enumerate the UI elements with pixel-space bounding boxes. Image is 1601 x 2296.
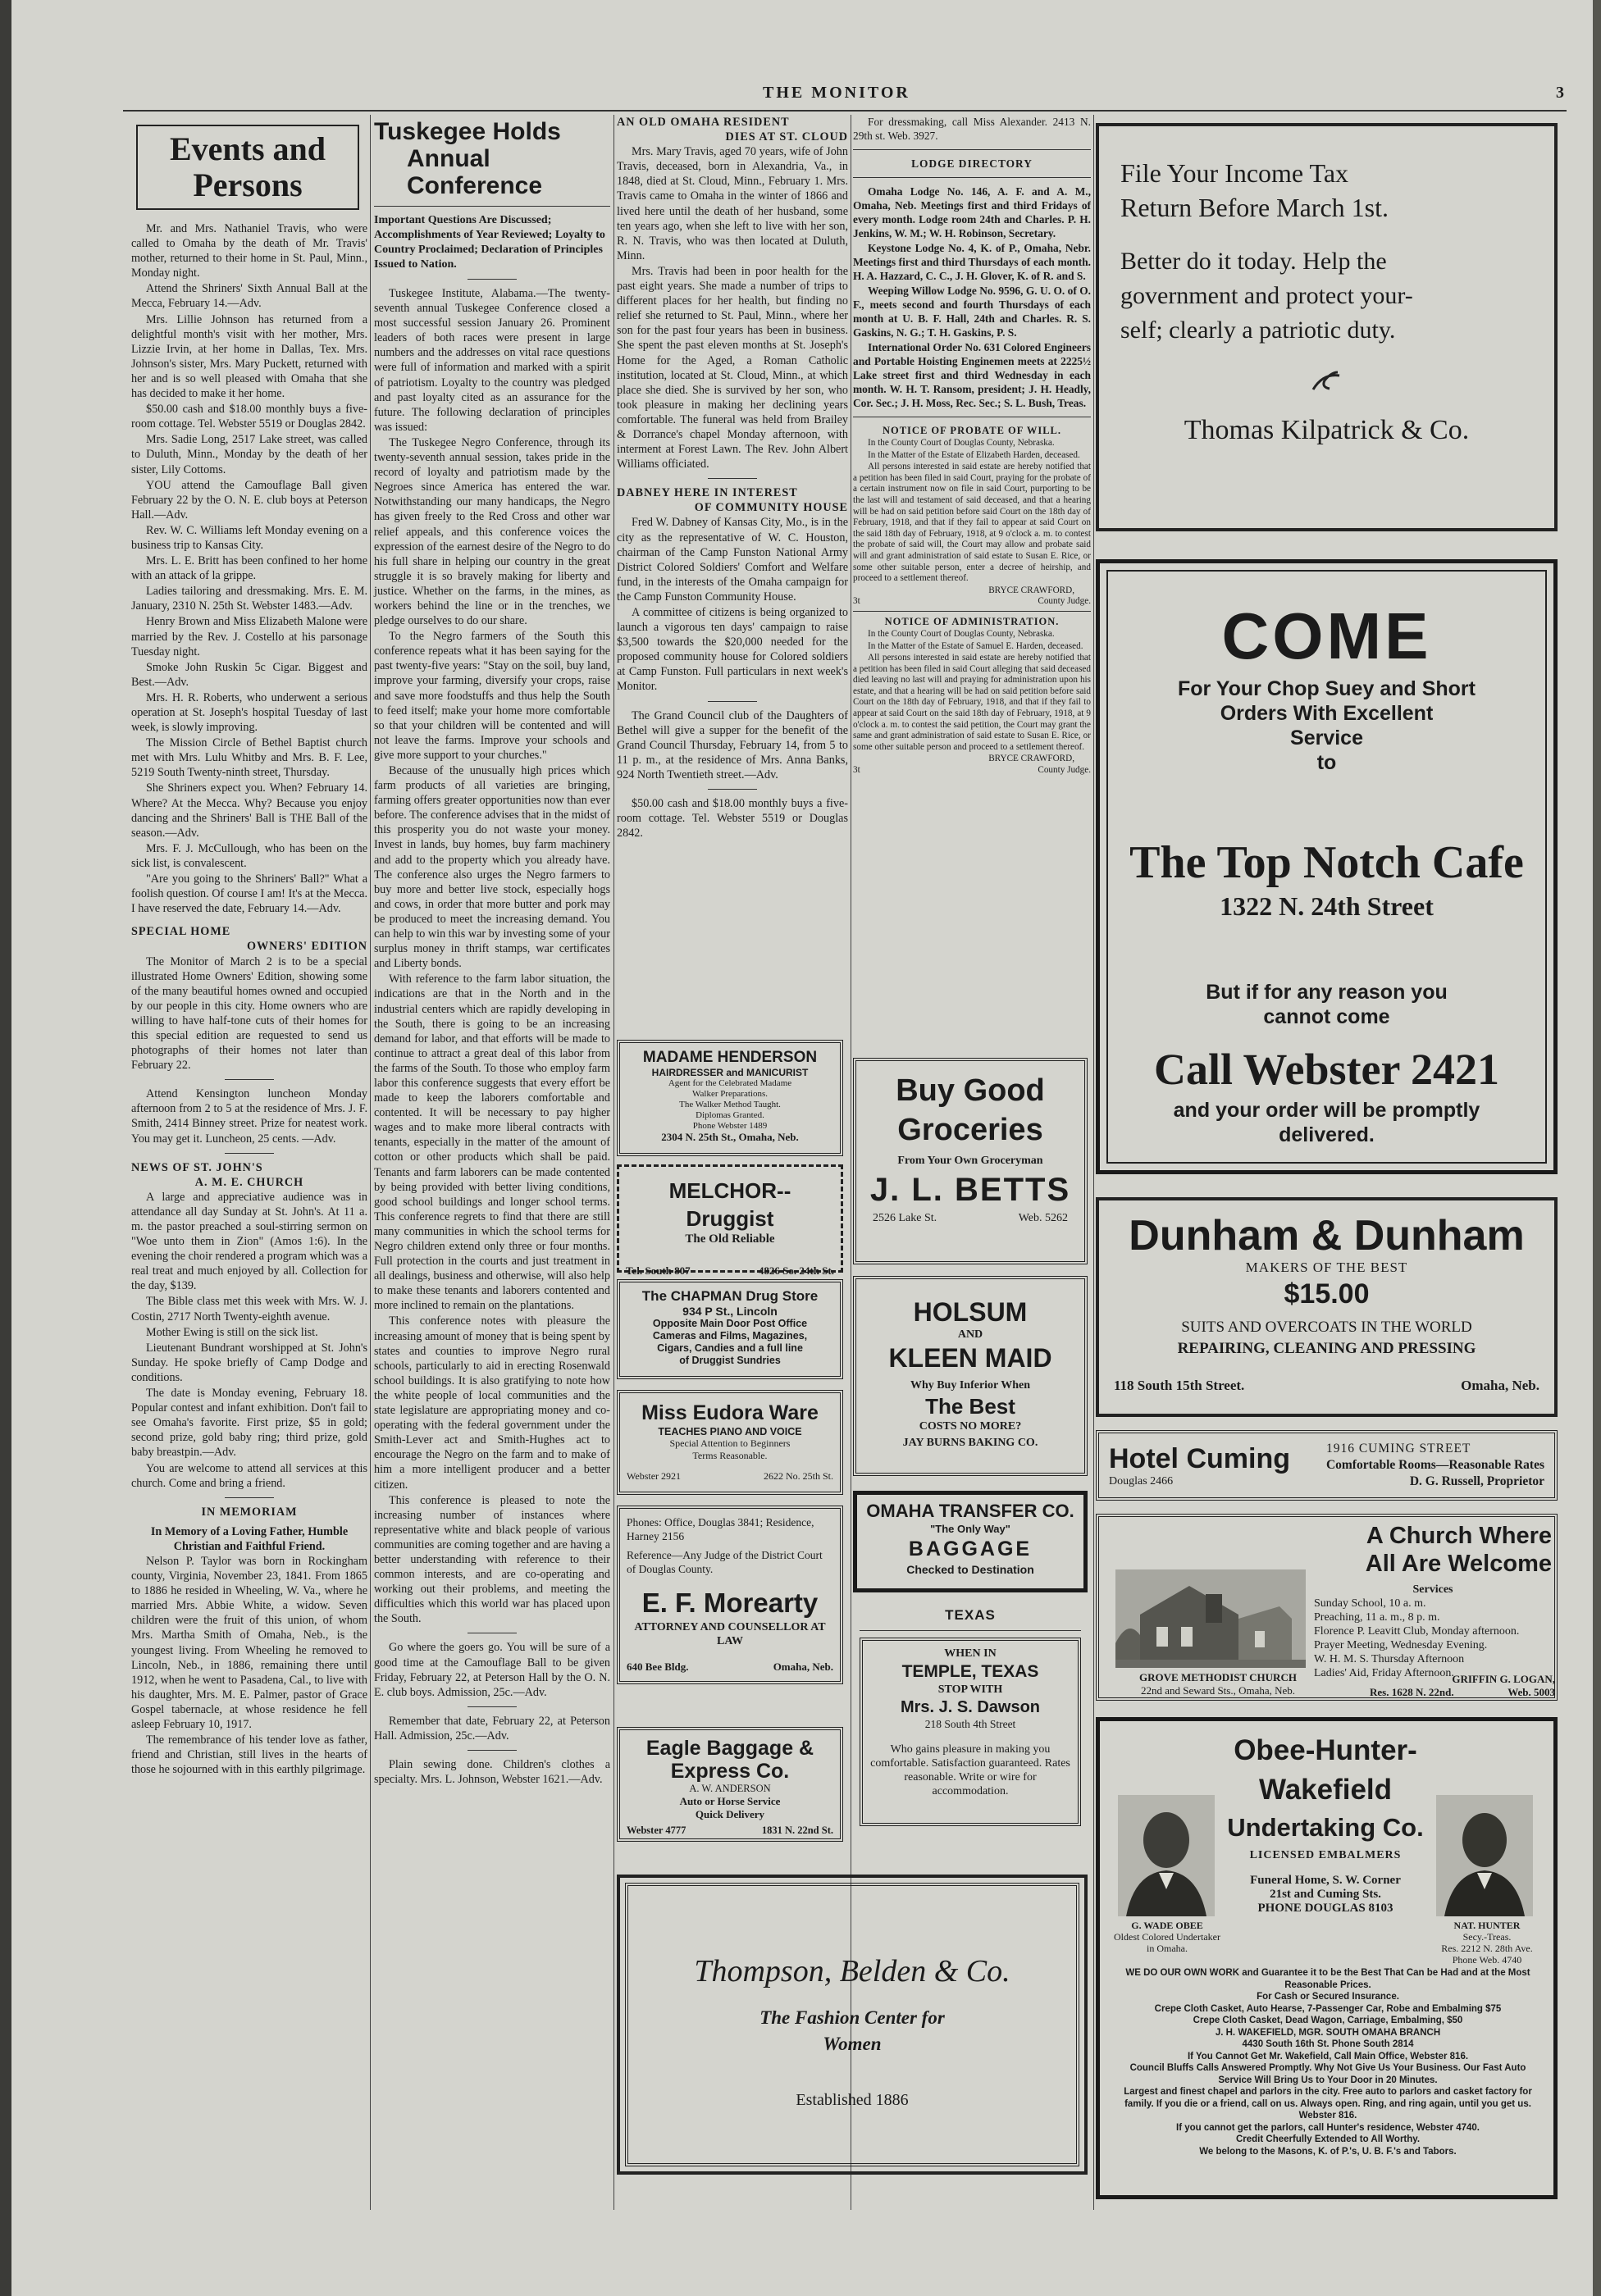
ad-line: Diplomas Granted. <box>696 1110 764 1120</box>
column-rule <box>613 115 614 2210</box>
ad-title: A Church Where <box>1366 1523 1552 1549</box>
ad-line: SUITS AND OVERCOATS IN THE WORLD <box>1181 1319 1472 1336</box>
ad-heading: TEXAS <box>945 1607 996 1623</box>
paragraph: "Are you going to the Shriners' Ball?" What a foolish question. Of course I am! It's at the Mecca. I have reserved the date, February 14.—Adv. <box>131 872 367 916</box>
ad-line: Opposite Main Door Post Office <box>652 1318 808 1329</box>
ad-city: Omaha, Neb. <box>773 1660 833 1673</box>
paragraph: This conference notes with pleasure the increasing amount of money that is being spent by states and counties to improve Negro rural schools, particularly to aid in erecting Rosenwald school buildings. It is also gratifying to note how the white people of local communities and the state legislature are appropriating money and co-operating with the federal government under the Smith-Lever act and Smith-Hughes act to encourage the Negro on the farm and to make of him a more intelligent producer and a better citizen. <box>374 1314 610 1492</box>
ad-address: 1322 N. 24th Street <box>1220 891 1434 921</box>
paragraph: Mrs. Lillie Johnson has returned from a delightful month's visit with her mother, Mrs. Lizzie Irvin, at her home in Dallas, Tex. Mrs. Johnson's sister, Mrs. Mary Puckett, returned with her and is so well pleased with Omaha that she has decided to make it her home. <box>131 312 367 401</box>
signature: BRYCE CRAWFORD, <box>988 585 1074 595</box>
portrait-obee <box>1118 1795 1215 1916</box>
ad-title: Miss Eudora Ware <box>641 1401 819 1424</box>
ad-line: Better do it today. Help the <box>1120 248 1387 275</box>
ad-company: JAY BURNS BAKING CO. <box>902 1437 1038 1449</box>
ad-title: TEMPLE, TEXAS <box>901 1662 1039 1681</box>
ad-line: But if for any reason you <box>1206 981 1448 1004</box>
divider <box>225 1153 274 1154</box>
paragraph: The Tuskegee Negro Conference, through its twenty-seventh annual session, takes pride in the record of loyalty and patriotism made by the Negroes since America has entered the war. Notwithstanding our many handicaps, the Negro has given freely to the Red Cross and other war relief appeals, and this conference voices the expression of the earnest desire of the Negro to do his full share in helping our country in the great struggle it is so bravely making for liberty and justice. Whether on the farms, in the mines, as workers behind the line or in the trenches, we pledge ourselves to do our share. <box>374 435 610 628</box>
heading-line: Tuskegee Holds <box>374 118 561 145</box>
paragraph: To the Negro farmers of the South this conference repeats what it has been saying for the past twenty-five years: "Stay on the soil, buy land, improve your farming, diversify your crops, raise and save more foodstuffs and thus help the South to feed itself; make your home more comfortable so that your children will be contented and will not leave the farms. Improve your schools and give more support to your churches." <box>374 630 610 762</box>
ad-subtitle: TEACHES PIANO AND VOICE <box>658 1426 802 1437</box>
ad-line: and your order will be promptly <box>1173 1099 1480 1122</box>
deck: Important Questions Are Discussed; Accomplishments of Year Reviewed; Loyalty to Country Proclaimed; Declaration of Principles Issued to Nation. <box>374 214 605 271</box>
ad-subtitle: The Old Reliable <box>685 1232 775 1246</box>
ad-omaha-transfer <box>853 1491 1088 1592</box>
ad-line: Walker Preparations. <box>692 1089 768 1099</box>
ad-line: Checked to Destination <box>906 1563 1034 1576</box>
ad-line: of Druggist Sundries <box>679 1355 781 1366</box>
ad-line: Reference—Any Judge of the District Court of Douglas County. <box>627 1549 823 1575</box>
ad-body: If you cannot get the parlors, call Hunter's residence, Webster 4740. <box>1176 2122 1480 2133</box>
ad-residence: Res. 2212 N. 28th Ave. <box>1441 1943 1533 1954</box>
signature-title: County Judge. <box>1038 765 1091 776</box>
divider <box>853 611 1091 612</box>
subhead: LODGE DIRECTORY <box>911 157 1033 170</box>
ad-body: We belong to the Masons, K. of P.'s, U. B. F.'s and Tabors. <box>1199 2146 1457 2157</box>
divider <box>225 1497 274 1498</box>
ad-line: STOP WITH <box>937 1683 1003 1696</box>
ad-pastor: GRIFFIN G. LOGAN, <box>1452 1673 1555 1685</box>
paragraph: The Monitor of March 2 is to be a special illustrated Home Owners' Edition, showing some of the many beautiful homes owned and occupied by our people in this city. Home owners who are willing to have half-tone cuts of their homes for this special edition are requested to send us photographs of their homes not later than February 22. <box>131 954 367 1073</box>
ad-phone: Web. 5003 <box>1507 1686 1555 1698</box>
divider <box>468 1706 517 1707</box>
ad-services-head: Services <box>1412 1583 1453 1596</box>
paragraph: In the County Court of Douglas County, Nebraska. <box>868 438 1055 448</box>
ad-name: Mrs. J. S. Dawson <box>900 1698 1041 1716</box>
divider <box>468 279 517 280</box>
paragraph: All persons interested in said estate are hereby notified that a petition has been filed in said Court, praying for the probate of a certain instrument now on file in said Court, purporting to be the last will and testament of said deceased, and that a hearing will be had on said petition before said Court on the 18th day of February, 1918, and that if they fail to appear at said Court on the said 18th day of February, 1918, at 9 o'clock a. m. to contest the probate of said will, the Court may allow and probate said will and grant administration of said estate to Susan E. Rice, or some other suitable person, enter a decree of heirship, and proceed to a settlement thereof. <box>853 462 1091 584</box>
ad-tagline: "The Only Way" <box>930 1523 1010 1535</box>
tuskegee-heading <box>374 118 610 199</box>
ad-person: G. WADE OBEE <box>1131 1920 1203 1931</box>
ad-texas-dawson <box>853 1604 1088 1847</box>
legal-notice <box>853 438 1091 608</box>
ad-title-2: KLEEN MAID <box>888 1343 1052 1373</box>
ad-address: 4826 So. 24th St. <box>758 1264 834 1277</box>
ad-title: The Top Notch Cafe <box>1129 837 1524 888</box>
events-heading: Events and <box>169 130 326 167</box>
ad-title: OMAHA TRANSFER CO. <box>866 1501 1074 1521</box>
ad-hotel-cuming <box>1096 1430 1558 1501</box>
ad-price: $15.00 <box>1284 1278 1370 1310</box>
subhead: NEWS OF ST. JOHN'S <box>131 1160 263 1174</box>
ad-title: Obee-Hunter- <box>1234 1734 1417 1766</box>
ad-address: 2526 Lake St. <box>873 1212 937 1224</box>
ad-name: J. L. BETTS <box>869 1172 1071 1208</box>
ad-line: The Fashion Center for <box>759 2007 945 2028</box>
service-item: Florence P. Leavitt Club, Monday afternoon. <box>1314 1625 1520 1638</box>
ad-holsum-bread <box>853 1276 1088 1476</box>
ad-line: For Your Chop Suey and Short <box>1178 677 1476 700</box>
ad-phone: PHONE DOUGLAS 8103 <box>1257 1902 1393 1915</box>
ad-line: Service <box>1290 727 1363 749</box>
ad-line: cannot come <box>1263 1005 1390 1028</box>
ad-title-2: Return Before March 1st. <box>1120 193 1389 222</box>
ad-subtitle: HAIRDRESSER and MANICURIST <box>651 1067 809 1078</box>
ad-residence: Res. 1628 N. 22nd. <box>1370 1686 1454 1698</box>
church-photo <box>1115 1569 1306 1668</box>
ad-title: E. F. Morearty <box>641 1588 819 1618</box>
divider <box>708 701 757 702</box>
paragraph: Go where the goers go. You will be sure of a good time at the Camouflage Ball to be given Friday, February 22, at Peterson Hall by the O. N. E. club boys. Admission, 25c.—Adv. <box>374 1641 610 1699</box>
ad-title: Buy Good <box>896 1073 1045 1108</box>
ad-body: Crepe Cloth Casket, Auto Hearse, 7-Passenger Car, Robe and Embalming $75 <box>1154 2003 1502 2014</box>
paragraph: Mrs. F. J. McCullough, who has been on the sick list, is convalescent. <box>131 841 367 870</box>
ad-madame-henderson <box>617 1040 843 1156</box>
ad-title: File Your Income Tax <box>1120 158 1349 188</box>
subhead: DIES AT ST. CLOUD <box>725 130 848 144</box>
ad-phone: Webster 4777 <box>627 1824 686 1836</box>
paragraph: All persons interested in said estate are hereby notified that a petition has been filed in said Court alleging that said deceased died leaving no last will and praying for administration upon his estate, and that a hearing will be had on said petition before said Court on the 18th day of February, 1918, and that if they fail to appear at said Court on the said 18th day of February, 1918, at 9 o'clock a. m. to contest the said petition, the Court may grant the same and grant administration of said estate to Susan E. Rice, or some other suitable person and proceed to a settlement thereof. <box>853 653 1091 752</box>
ad-address: 2304 N. 25th St., Omaha, Neb. <box>661 1131 799 1143</box>
ad-title: HOLSUM <box>913 1297 1028 1327</box>
paragraph: Fred W. Dabney of Kansas City, Mo., is in the city as the representative of W. C. Houston, chairman of the Camp Funston National Army District Colored Soldiers' Comfort and Welfare fund, in the interests of the Omaha campaign for the Camp Funston Community House. <box>617 516 848 604</box>
ad-melchor <box>617 1164 843 1277</box>
service-item: Sunday School, 10 a. m. <box>1314 1597 1426 1610</box>
ad-body: Council Bluffs Calls Answered Promptly. Why Not Give Us Your Business. Our Fast Auto Service Will Bring Us to Your Door in 20 Minutes. <box>1129 2063 1526 2085</box>
ad-address: 22nd and Seward Sts., Omaha, Neb. <box>1140 1684 1296 1697</box>
ad-title: Dunham & Dunham <box>1129 1212 1525 1260</box>
ad-phone: Phone Webster 1489 <box>692 1121 768 1131</box>
events-heading-2: Persons <box>193 166 303 203</box>
ad-body: Credit Cheerfully Extended to All Worthy. <box>1235 2134 1421 2144</box>
paragraph: She Shriners expect you. When? February 14. Where? At the Mecca. Why? Because you enjoy dancing and the Shriners' Ball is THE Ball of the season.—Adv. <box>131 781 367 840</box>
ad-address: 934 P St., Lincoln <box>682 1305 778 1318</box>
signature: BRYCE CRAWFORD, <box>988 754 1074 764</box>
ad-title: Thompson, Belden & Co. <box>694 1954 1010 1988</box>
ad-top-notch-cafe <box>1096 559 1558 1174</box>
subhead: AN OLD OMAHA RESIDENT <box>617 116 790 129</box>
paragraph: Nelson P. Taylor was born in Rockingham county, Virginia, November 23, 1841. From 1865 to 1886 he resided in Wheeling, W. Va., where he married Mrs. Abbie White, a widow. Seven children were the fruit of this union, of whom Mrs. Martha Smith of Omaha, Neb., is the youngest living. From Wheeling he removed to Lincoln, Neb., in 1886, remaining there until 1912, when he went to Pasadena, Cal., to live with his daughter, Mrs. M. E. Palmer, pastor of Grace Gospel tabernacle, at whose residence he fell asleep February 10, 1917. <box>131 1554 367 1731</box>
paragraph: Remember that date, February 22, at Peterson Hall. Admission, 25c.—Adv. <box>374 1714 610 1742</box>
subhead: NOTICE OF ADMINISTRATION. <box>884 615 1060 627</box>
ad-grove-methodist <box>1096 1514 1558 1701</box>
lodge-entry: Omaha Lodge No. 146, A. F. and A. M., Omaha, Neb. Meetings first and third Fridays of every month. Lodge room 24th and Charles. P. H. Jenkins, W. M.; W. H. Robinson, Secretary. <box>853 185 1091 239</box>
paragraph: Henry Brown and Miss Elizabeth Malone were married by the Rev. J. Costello at his parsonage Tuesday night. <box>131 615 367 658</box>
legal-notice <box>853 629 1091 777</box>
page-edge-left <box>0 0 11 2296</box>
ad-line: Agent for the Celebrated Madame <box>668 1078 792 1088</box>
ad-line: Comfortable Rooms—Reasonable Rates <box>1325 1458 1544 1472</box>
column-tuskegee <box>374 115 610 1788</box>
subhead: NOTICE OF PROBATE OF WILL. <box>882 425 1062 436</box>
portrait-hunter <box>1436 1795 1533 1916</box>
paragraph: Tuskegee Institute, Alabama.—The twenty-seventh annual Tuskegee Conference closed a most successful session January 26. Prominent leaders of both races were present in large numbers and the addresses on vital race questions were full of information and marked with a spirit of patriotism. Loyalty to the country was pledged and past loyalty cited as an assurance for the future. The following declaration of principles was issued: <box>374 287 610 434</box>
paragraph: Because of the unusually high prices which farm products of all varieties are bringing, farming offers greater opportunities now than ever before. The conference advises that in the midst of this prosperity you do not waste your money. Invest in lands, buy homes, buy farm machinery and add to the property which you already have. The conference also urges the Negro farmers to buy more and better live stock, especially hogs and cows, in order that more butter and pork may be produced to meet the increasing demand. You can help to win this war by investing some of your surplus money in thrift stamps, war certificates and Liberty bonds. <box>374 764 610 971</box>
ad-top-notch-inner <box>1106 570 1547 1164</box>
ad-line: REPAIRING, CLEANING AND PRESSING <box>1177 1340 1476 1357</box>
paragraph: The date is Monday evening, February 18. Popular contest and infant exhibition. Don't fail to see Omaha's favorite. First prize, $5 in gold; second prize, gold baby ring; third prize, gold baby breastpin.—Adv. <box>131 1387 367 1460</box>
ad-morearty <box>617 1506 843 1684</box>
paragraph: The remembrance of his tender love as father, friend and Christian, still lives in the hearts of those he sojourned with in this earthly pilgrimage. <box>131 1733 367 1777</box>
paragraph: You are welcome to attend all services at this church. Come and bring a friend. <box>131 1461 367 1490</box>
ad-line: WHEN IN <box>944 1647 997 1660</box>
flourish-icon <box>1120 367 1533 402</box>
paragraph: Plain sewing done. Children's clothes a specialty. Mrs. L. Johnson, Webster 1621.—Adv. <box>374 1758 610 1787</box>
paragraph: In the Matter of the Estate of Samuel E. Harden, deceased. <box>868 640 1083 651</box>
ad-line: delivered. <box>1279 1123 1375 1146</box>
service-item: W. H. M. S. Thursday Afternoon <box>1314 1653 1465 1665</box>
mark: 3t <box>853 765 860 776</box>
ad-thompson-inner <box>625 1883 1079 2166</box>
ad-address: 2622 No. 25th St. <box>763 1470 833 1482</box>
heading-line: Annual Conference <box>407 145 543 199</box>
paragraph: Mrs. Travis had been in poor health for the past eight years. She made a number of trips to different places for her health, but finding no relief she returned to St. Paul, Minn., where her son for the past four years has been in business. She spent the past eleven months at St. Joseph's Home for the Aged, a Roman Catholic institution, located at St. Cloud, Minn., at which place she died. She is survived by her son, who took pleasure in making her declining years comfortable. The funeral was held from Brailey & Dorrance's chapel Monday afternoon, with interment at Forest Lawn. The Rev. John Albert Williams officiated. <box>617 264 848 472</box>
ad-dunham <box>1096 1197 1558 1417</box>
ad-line: Cigars, Candies and a full line <box>657 1342 803 1354</box>
mark: 3t <box>853 596 860 607</box>
paragraph: Mrs. H. R. Roberts, who underwent a serious operation at St. Joseph's hospital Tuesday of last week, is slowly improving. <box>131 690 367 735</box>
paragraph: A committee of citizens is being organized to launch a vigorous ten days' campaign to raise $3,500 towards the $20,000 needed for the proposed community house for Colored soldiers at Camp Funston. Full particulars in next week's Monitor. <box>617 606 848 694</box>
ad-company: Thomas Kilpatrick & Co. <box>1184 415 1470 445</box>
paragraph: Lieutenant Bundrant worshipped at St. John's Sunday. He spoke briefly of Camp Dodge and conditions. <box>131 1341 367 1384</box>
paragraph: Mrs. Mary Travis, aged 70 years, wife of John Travis, deceased, born in Alexandria, Va., in 1848, died at St. Cloud, Minn., February 1. Mrs. Travis came to Omaha in the winter of 1866 and lived here until the death of her husband, some ten years ago, when she left to live with her son, R. N. Travis, who was then located at Duluth, Minn. <box>617 145 848 262</box>
paragraph: In the County Court of Douglas County, Nebraska. <box>868 628 1055 639</box>
ad-title: MADAME HENDERSON <box>642 1049 818 1066</box>
divider <box>468 1750 517 1751</box>
ad-thompson-belden <box>617 1875 1088 2175</box>
ad-line: Special Attention to Beginners <box>669 1437 791 1449</box>
ad-line: to <box>1316 751 1337 774</box>
ad-line: COSTS NO MORE? <box>919 1420 1022 1433</box>
paragraph: The Bible class met this week with Mrs. W. J. Costin, 2717 North Twenty-eighth avenue. <box>131 1295 367 1323</box>
ad-city: Omaha, Neb. <box>1461 1378 1539 1393</box>
ad-subtitle: LICENSED EMBALMERS <box>1249 1849 1402 1861</box>
paragraph: A large and appreciative audience was in attendance all day Sunday at St. John's. At 11 a. m. the pastor preached a soul-stirring sermon on "Woe unto them in Zion" (Amos 1:6). In the evening the choir rendered a program which was a real treat and much enjoyed by all. Collection for the day, $139. <box>131 1190 367 1293</box>
ad-title: MELCHOR--Druggist <box>668 1178 791 1231</box>
column-rule <box>370 115 371 2210</box>
ad-title-3: Undertaking Co. <box>1227 1813 1424 1842</box>
ad-come: COME <box>1221 599 1432 672</box>
ad-obee-hunter-wakefield <box>1096 1717 1558 2199</box>
ad-line: Funeral Home, S. W. Corner <box>1250 1874 1401 1887</box>
ad-kilpatrick-tax <box>1096 123 1558 531</box>
newspaper-title: THE MONITOR <box>763 84 910 102</box>
ad-phone: Web. 5262 <box>1018 1212 1068 1224</box>
divider <box>708 478 757 479</box>
ad-title: Hotel Cuming <box>1109 1443 1290 1474</box>
subhead: In Memory of a Loving Father, Humble Christian and Faithful Friend. <box>150 1524 349 1553</box>
subhead: SPECIAL HOME <box>131 925 231 939</box>
ad-body: For Cash or Secured Insurance. <box>1257 1992 1399 2002</box>
paragraph: Mother Ewing is still on the sick list. <box>146 1325 318 1339</box>
paragraph: $50.00 cash and $18.00 monthly buys a five-room cottage. Tel. Webster 5519 or Douglas 2842. <box>131 403 367 431</box>
ad-eudora-ware <box>617 1390 843 1495</box>
signature-title: County Judge. <box>1038 596 1091 607</box>
ad-body: WE DO OUR OWN WORK and Guarantee it to be the Best That Can be Had and at the Most Reasonable Prices. <box>1125 1968 1530 1990</box>
masthead <box>123 84 1567 105</box>
ad-established: Established 1886 <box>796 2091 909 2109</box>
ad-phone: Webster 2921 <box>627 1470 682 1482</box>
ad-name: GROVE METHODIST CHURCH <box>1139 1671 1297 1683</box>
ad-title: Eagle Baggage & <box>645 1737 814 1760</box>
ad-body: Who gains pleasure in making you comfortable. Satisfaction guaranteed. Rates reasonable. Write or wire for accommodation. <box>870 1743 1070 1797</box>
ad-body: Crepe Cloth Casket, Dead Wagon, Carriage, Embalming, $50 <box>1193 2016 1463 2025</box>
ad-title-2: All Are Welcome <box>1365 1551 1552 1577</box>
ad-texas-box <box>860 1638 1081 1826</box>
ad-subtitle: MAKERS OF THE BEST <box>1245 1260 1408 1275</box>
ad-address: 640 Bee Bldg. <box>627 1660 689 1673</box>
divider <box>860 1630 1081 1631</box>
page-number: 3 <box>1556 84 1567 102</box>
paragraph: Attend the Shriners' Sixth Annual Ball at the Mecca, February 14.—Adv. <box>131 282 367 311</box>
ad-line: The Best <box>925 1394 1015 1419</box>
ad-address: 1831 N. 22nd St. <box>761 1824 833 1836</box>
paragraph: YOU attend the Camouflage Ball given February 22 by the O. N. E. club boys at Peterson Hall.—Adv. <box>131 478 367 522</box>
service-item: Prayer Meeting, Wednesday Evening. <box>1314 1639 1488 1651</box>
ad-person-title: Oldest Colored Undertaker in Omaha. <box>1114 1931 1220 1954</box>
ad-body: J. H. WAKEFIELD, MGR. SOUTH OMAHA BRANCH <box>1215 2027 1441 2038</box>
service-item: Preaching, 11 a. m., 8 p. m. <box>1314 1611 1440 1624</box>
lodge-entry: Weeping Willow Lodge No. 9596, G. U. O. of O. F., meets second and fourth Thursdays of each month at U. B. F. Hall, 24th and Charles. R. S. Gaskins, N. G.; T. H. Gaskins, P. S. <box>853 285 1091 339</box>
ad-line: AND <box>957 1328 983 1341</box>
ad-line: Terms Reasonable. <box>692 1450 768 1461</box>
ad-line: Quick Delivery <box>695 1808 765 1820</box>
lodge-entry: International Order No. 631 Colored Engineers and Portable Hoisting Enginemen meets at 2225½ Lake street first and third Wednesday in each month. W. H. T. Ransom, president; J. H. Headly, Cor. Sec.; J. H. Moss, Rec. Sec.; S. L. Bush, Treas. <box>853 341 1091 409</box>
ad-line: Why Buy Inferior When <box>910 1379 1031 1392</box>
column-lodges-notices <box>853 115 1091 1033</box>
column-news <box>617 115 848 1025</box>
paragraph: In the Matter of the Estate of Elizabeth Harden, deceased. <box>868 449 1080 460</box>
ad-line: government and protect your- <box>1120 282 1413 309</box>
ad-person: NAT. HUNTER <box>1453 1920 1521 1931</box>
ad-betts-groceries <box>853 1058 1088 1264</box>
page-edge-right <box>1593 0 1601 2296</box>
paragraph: Mr. and Mrs. Nathaniel Travis, who were called to Omaha by the death of Mr. Travis' mother, returned to their home in St. Paul, Minn., Monday night. <box>131 222 367 280</box>
divider <box>853 149 1091 150</box>
divider <box>374 206 610 207</box>
lodge-entry: Keystone Lodge No. 4, K. of P., Omaha, Nebr. Meetings first and third Thursdays of each month. H. A. Hazzard, C. C., J. H. Glover, K. of R. and S. <box>853 242 1091 282</box>
ad-body: If You Cannot Get Mr. Wakefield, Call Main Office, Webster 816. <box>1187 2051 1469 2061</box>
ad-owner: A. W. ANDERSON <box>689 1783 771 1794</box>
subhead: A. M. E. CHURCH <box>194 1175 304 1189</box>
paragraph: Rev. W. C. Williams left Monday evening on a business trip to Kansas City. <box>131 523 367 552</box>
events-heading-box <box>136 125 359 210</box>
header-rule <box>123 110 1567 112</box>
ad-line: Auto or Horse Service <box>679 1795 781 1807</box>
paragraph: Mrs. L. E. Britt has been confined to her home with an attack of la grippe. <box>131 554 367 583</box>
ad-phone: Phones: Office, Douglas 3841; Residence, Harney 2156 <box>627 1516 814 1542</box>
ad-proprietor: D. G. Russell, Proprietor <box>1409 1474 1544 1488</box>
paragraph: With reference to the farm labor situation, the indications are that in the North and in the industrial centers which are rapidly developing in the South, there is going to be an increasing demand for labor, and that efforts will be made to continue to attract a great deal of this labor from the farms of the South. To those who employ farm labor this conference suggests that every effort be made to keep the laborers comfortable and contented. It will be necessary to pay higher wages and to make more liberal contracts with tenants, especially in the matter of the amount of cotton or other products which shall be paid. Tenants and farm laborers can be made contented by being provided with better living conditions, good school buildings and longer school terms. This conference regrets to find that there are still many communities in which the school terms for Negro children extend only three or four months. Full protection in the courts and just treatment in all dealings, business and otherwise, will also help to make these tenants and laborers contented and more inclined to remain on the plantations. <box>374 973 610 1313</box>
ad-title-2: Wakefield <box>1258 1774 1393 1806</box>
ad-address: 218 South 4th Street <box>924 1718 1016 1730</box>
ad-address: 118 South 15th Street. <box>1114 1378 1245 1393</box>
divider <box>708 789 757 790</box>
paragraph: Ladies tailoring and dressmaking. Mrs. E. M. January, 2310 N. 25th St. Webster 1483.—Adv. <box>131 585 367 613</box>
paragraph: $50.00 cash and $18.00 monthly buys a five-room cottage. Tel. Webster 5519 or Douglas 2842. <box>617 797 848 840</box>
service-item: Ladies' Aid, Friday Afternoon. <box>1314 1667 1454 1679</box>
ad-call: Call Webster 2421 <box>1153 1045 1499 1094</box>
ad-title: The CHAPMAN Drug Store <box>641 1288 819 1304</box>
subhead: OF COMMUNITY HOUSE <box>694 501 848 515</box>
column-rule <box>1093 115 1094 2210</box>
ad-line: The Walker Method Taught. <box>679 1100 781 1109</box>
paragraph: This conference is pleased to note the increasing number of instances where representative white and black people of various communities are coming together and are having a better understanding with reference to their common interests, and are co-operating and working out their problems, and meeting the difficulties which this world war has placed upon the South. <box>374 1493 610 1626</box>
ad-person-title: Secy.-Treas. <box>1462 1931 1512 1943</box>
paragraph: Attend Kensington luncheon Monday afternoon from 2 to 5 at the residence of Mrs. J. F. Smith, 2414 Binney street. Prize for neatest work. You may get it. Luncheon, 25 cents. —Adv. <box>131 1087 367 1146</box>
paragraph: Mrs. Sadie Long, 2517 Lake street, was called to Duluth, Minn., Monday by the death of her sister, Lily Cottoms. <box>131 433 367 476</box>
subhead: DABNEY HERE IN INTEREST <box>617 486 798 500</box>
divider <box>853 177 1091 178</box>
paragraph: For dressmaking, call Miss Alexander. 2413 N. 29th st. Web. 3927. <box>853 116 1091 142</box>
divider <box>225 1079 274 1080</box>
ad-body: Largest and finest chapel and parlors in the city. Free auto to parlors and casket factory for family. If you die or a friend, call on us. Always open. Ring, and ring again, until you get us. Webster 816. <box>1124 2087 1532 2121</box>
paragraph: The Mission Circle of Bethel Baptist church met with Mrs. Lulu Whitby and Mrs. B. F. Lee, 5219 South Twenty-ninth street, Thursday. <box>131 736 367 780</box>
ad-line: Orders With Excellent <box>1220 702 1434 725</box>
ad-title-2: Groceries <box>897 1113 1043 1147</box>
ad-line: BAGGAGE <box>908 1538 1033 1560</box>
column-events <box>131 115 367 1778</box>
ad-phone: Douglas 2466 <box>1109 1475 1174 1487</box>
ad-line: Women <box>823 2034 882 2054</box>
ad-eagle-baggage <box>617 1727 843 1842</box>
ad-line: self; clearly a patriotic duty. <box>1120 317 1396 344</box>
subhead: IN MEMORIAM <box>201 1505 298 1519</box>
ad-chapman <box>617 1279 843 1379</box>
paragraph: The Grand Council club of the Daughters of Bethel will give a supper for the benefit of the Grand Council Thursday, February 14, from 5 to 11 p. m., at the residence of Mrs. Anna Banks, 924 North Twentieth street.—Adv. <box>617 708 848 781</box>
ad-address: 1916 CUMING STREET <box>1325 1442 1471 1456</box>
ad-line: From Your Own Groceryman <box>897 1155 1043 1167</box>
subhead: OWNERS' EDITION <box>246 940 367 954</box>
ad-subtitle: ATTORNEY AND COUNSELLOR AT LAW <box>634 1621 826 1647</box>
ad-line: 21st and Cuming Sts. <box>1270 1888 1381 1901</box>
ad-body: 4430 South 16th St. Phone South 2814 <box>1242 2039 1414 2049</box>
ad-title-2: Express Co. <box>670 1760 790 1783</box>
ad-phone: Phone Web. 4740 <box>1452 1954 1522 1966</box>
ad-phone: Tel. South 807 <box>626 1264 691 1277</box>
paragraph: Smoke John Ruskin 5c Cigar. Biggest and Best.—Adv. <box>131 660 367 689</box>
ad-line: Cameras and Films, Magazines, <box>652 1330 808 1342</box>
